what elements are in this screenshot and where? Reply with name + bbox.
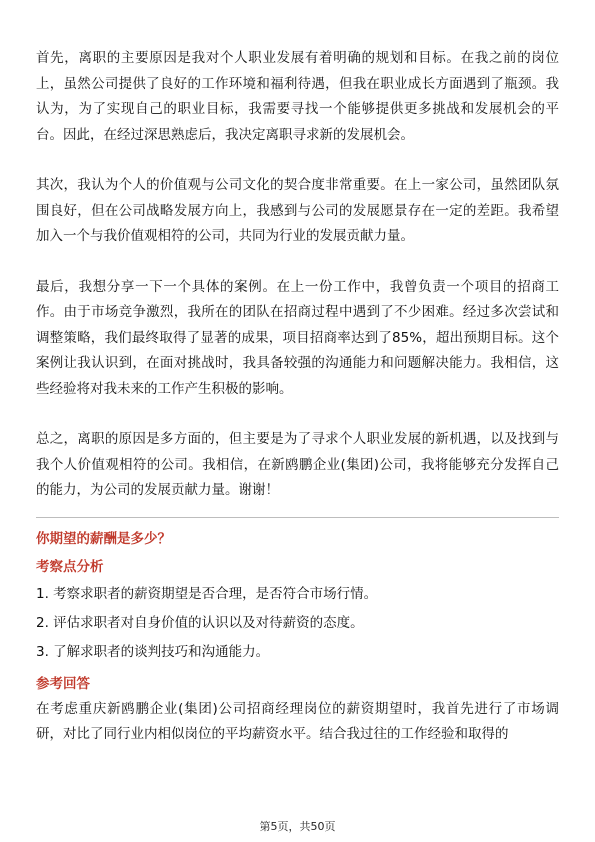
- document-page: [36, 46, 559, 748]
- paragraph-second-reason: 其次，我认为个人的价值观与公司文化的契合度非常重要。在上一家公司，虽然团队氛围良好，但在公司战略发展方向上，我感到与公司的发展愿景存在一定的差距。我希望加入一个与我价值观相符的公司，共同为行业的发展贡献力量。: [36, 177, 559, 244]
- paragraph-case-example: 最后，我想分享一下一个具体的案例。在上一份工作中，我曾负责一个项目的招商工作。由于市场竞争激烈，我所在的团队在招商过程中遇到了不少困难。经过多次尝试和调整策略，我们最终取得了显著的成果，项目招商率达到了85%，超出预期目标。这个案例让我认识到，在面对挑战时，我具备较强的沟通能力和问题解决能力。我相信，这些经验将对我未来的工作产生积极的影响。: [36, 278, 559, 397]
- analysis-item: 3. 了解求职者的谈判技巧和沟通能力。: [36, 643, 270, 660]
- paragraph-first-reason: 首先，离职的主要原因是我对个人职业发展有着明确的规划和目标。在我之前的岗位上，虽然公司提供了良好的工作环境和福利待遇，但我在职业成长方面遇到了瓶颈。我认为，为了实现自己的职业目标，我需要寻找一个能够提供更多挑战和发展机会的平台。因此，在经过深思熟虑后，我决定离职寻求新的发展机会。: [36, 50, 559, 143]
- page-number-footer: 第5页，共50页: [259, 820, 336, 833]
- analysis-item: 1. 考察求职者的薪资期望是否合理，是否符合市场行情。: [36, 585, 378, 602]
- question-title: 你期望的薪酬是多少？: [36, 530, 171, 547]
- answer-text: 在考虑重庆新鸥鹏企业(集团)公司招商经理岗位的薪资期望时，我首先进行了市场调研，对比了同行业内相似岗位的平均薪资水平。结合我过往的工作经验和取得的: [36, 700, 559, 742]
- answer-heading: 参考回答: [36, 675, 90, 692]
- analysis-item: 2. 评估求职者对自身价值的认识以及对待薪资的态度。: [36, 614, 364, 631]
- analysis-heading: 考察点分析: [36, 558, 104, 575]
- section-divider: [36, 517, 559, 518]
- paragraph-conclusion: 总之，离职的原因是多方面的，但主要是为了寻求个人职业发展的新机遇，以及找到与我个人价值观相符的公司。我相信，在新鸥鹏企业(集团)公司，我将能够充分发挥自己的能力，为公司的发展贡献力量。谢谢！: [36, 431, 559, 498]
